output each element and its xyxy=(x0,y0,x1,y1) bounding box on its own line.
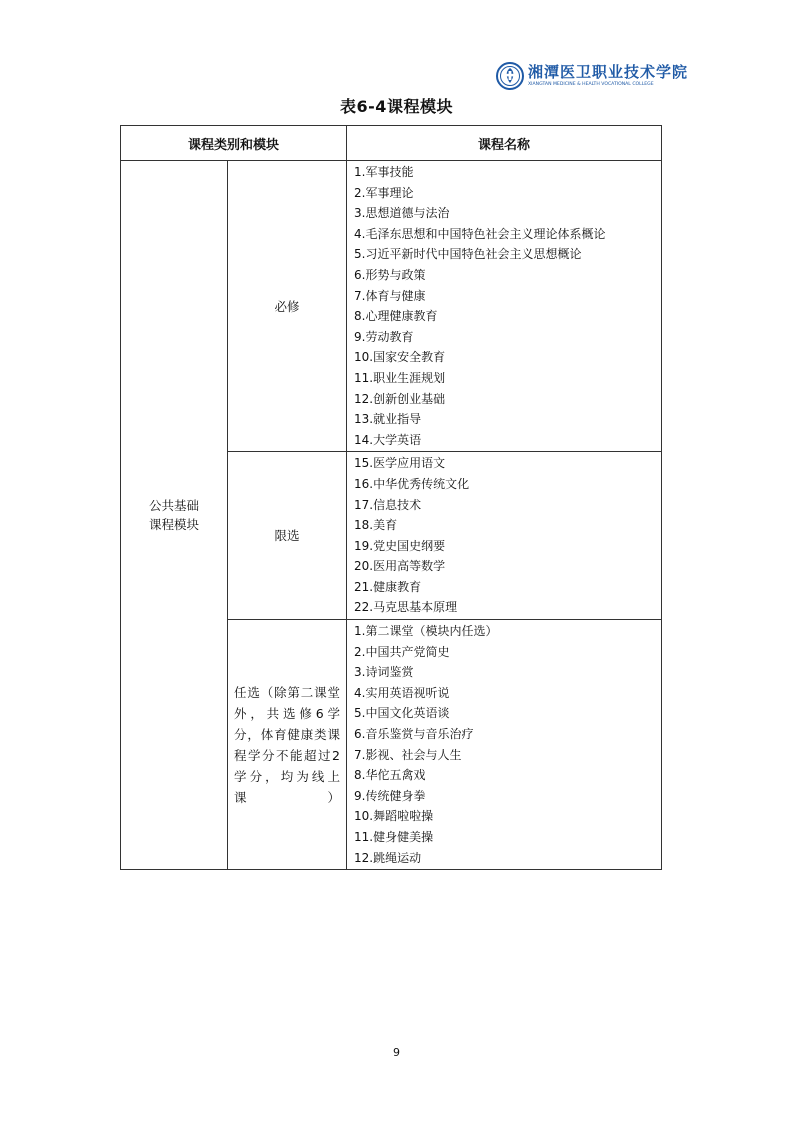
list-item: 9.传统健身拳 xyxy=(354,788,426,803)
list-item: 13.就业指导 xyxy=(354,412,422,427)
list-item: 1.军事技能 xyxy=(354,165,414,179)
list-item: 18.美育 xyxy=(354,518,398,533)
list-item: 22.马克思基本原理 xyxy=(354,600,458,615)
category-label: 公共基础 课程模块 xyxy=(148,498,199,533)
college-logo xyxy=(496,60,689,92)
college-name-en: XIANGTAN MEDICINE & HEALTH VOCATIONAL COLLEGE xyxy=(528,82,654,87)
list-item: 10.国家安全教育 xyxy=(354,350,446,365)
page-number: 9 xyxy=(393,1046,400,1059)
table-row xyxy=(121,161,662,452)
list-item: 14.大学英语 xyxy=(354,432,422,447)
list-item: 10.舞蹈啦啦操 xyxy=(354,809,434,824)
list-item: 19.党史国史纲要 xyxy=(354,538,446,553)
group-label: 限选 xyxy=(274,528,300,544)
group-limited-elective xyxy=(228,452,347,620)
course-list-required xyxy=(347,161,662,452)
list-item: 16.中华优秀传统文化 xyxy=(354,476,470,491)
list-item: 7.体育与健康 xyxy=(354,288,426,303)
list-item: 4.实用英语视听说 xyxy=(354,685,450,700)
list-item: 6.音乐鉴赏与音乐治疗 xyxy=(354,727,474,742)
list-item: 12.跳绳运动 xyxy=(354,850,422,865)
group-free-elective xyxy=(228,620,347,870)
list-item: 5.中国文化英语谈 xyxy=(354,706,450,721)
list-item: 12.创新创业基础 xyxy=(354,391,446,406)
list-item: 2.军事理论 xyxy=(354,185,414,200)
list-item: 7.影视、社会与人生 xyxy=(354,747,462,762)
table-title: 表6-4课程模块 xyxy=(340,97,453,116)
course-list-free-elective xyxy=(347,620,662,870)
list-item: 11.健身健美操 xyxy=(354,830,434,844)
list-item: 8.华佗五禽戏 xyxy=(354,768,426,783)
list-item: 21.健康教育 xyxy=(354,579,422,594)
list-item: 15.医学应用语文 xyxy=(354,456,446,471)
group-label: 任选（除第二课堂外，共选修6学分，体育健康类课程学分不能超过2学分，均为线上课） xyxy=(234,684,341,805)
list-item: 3.诗词鉴赏 xyxy=(354,665,414,680)
list-item: 8.心理健康教育 xyxy=(354,309,438,324)
table-header-row xyxy=(121,126,662,161)
group-required xyxy=(228,161,347,452)
list-item: 5.习近平新时代中国特色社会主义思想概论 xyxy=(354,247,582,262)
college-seal-icon xyxy=(496,62,524,90)
list-item: 6.形势与政策 xyxy=(354,267,426,282)
header-category: 课程类别和模块 xyxy=(121,126,347,161)
list-item: 9.劳动教育 xyxy=(354,329,414,344)
list-item: 3.思想道德与法治 xyxy=(354,206,450,221)
college-name-cn: 湘潭医卫职业技术学院 xyxy=(528,63,689,81)
group-label: 必修 xyxy=(274,298,300,314)
list-item: 2.中国共产党简史 xyxy=(354,644,450,659)
list-item: 17.信息技术 xyxy=(354,497,422,512)
list-item: 20.医用高等数学 xyxy=(354,559,446,574)
list-item: 1.第二课堂（模块内任选） xyxy=(354,624,498,639)
course-list-limited-elective xyxy=(347,452,662,620)
header-course-name: 课程名称 xyxy=(347,126,662,161)
course-module-table xyxy=(120,125,662,870)
category-cell xyxy=(121,161,228,870)
list-item: 4.毛泽东思想和中国特色社会主义理论体系概论 xyxy=(354,226,606,241)
list-item: 11.职业生涯规划 xyxy=(354,370,446,385)
